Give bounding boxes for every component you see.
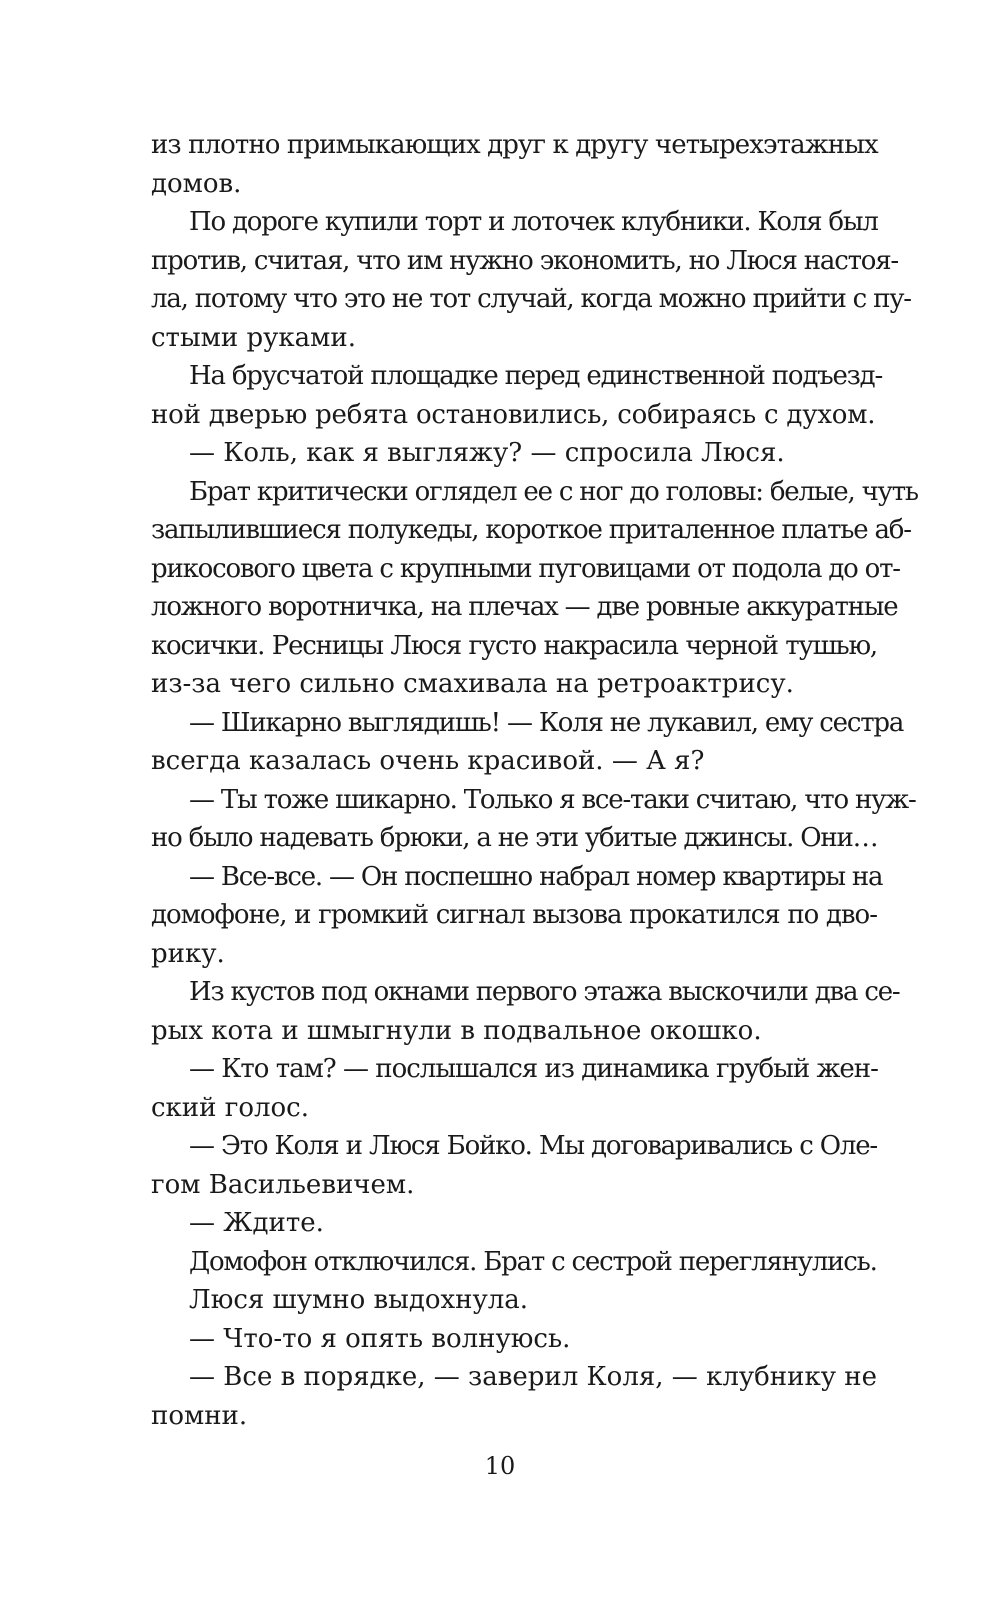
text-line: запылившиеся полукеды, короткое приталенное платье аб- <box>151 515 911 545</box>
text-line: Домофон отключился. Брат с сестрой переглянулись. <box>189 1246 877 1277</box>
text-line: — Ты тоже шикарно. Только я все-таки считаю, что нуж- <box>189 784 916 815</box>
text-line: против, считая, что им нужно экономить, но Люся настоя- <box>151 245 898 276</box>
text-line: Люся шумно выдохнула. <box>189 1285 529 1315</box>
text-line: — Все-все. — Он поспешно набрал номер квартиры на <box>189 861 883 892</box>
text-line: — Это Коля и Люся Бойко. Мы договаривались с Оле- <box>189 1131 877 1161</box>
page-number: 10 <box>484 1452 516 1480</box>
text-line: рых кота и шмыгнули в подвальное окошко. <box>151 1015 762 1046</box>
text-line: ной дверью ребята остановились, собираясь с духом. <box>151 399 876 430</box>
text-line: Брат критически оглядел ее с ног до головы: белые, чуть <box>189 476 918 507</box>
text-line: — Кто там? — послышался из динамика грубый жен- <box>189 1054 878 1084</box>
text-line: рикосового цвета с крупными пуговицами от подола до от- <box>151 553 900 584</box>
text-line: домофоне, и громкий сигнал вызова прокатился по дво- <box>151 900 877 930</box>
text-line: домов. <box>151 168 242 199</box>
text-line: ложного воротничка, на плечах — две ровные аккуратные <box>151 592 898 622</box>
text-line: — Шикарно выглядишь! — Коля не лукавил, ему сестра <box>189 707 904 738</box>
text-line: — Все в порядке, — заверил Коля, — клубнику не <box>189 1362 877 1392</box>
text-line: — Коль, как я выгляжу? — спросила Люся. <box>189 438 785 468</box>
text-line: из плотно примыкающих друг к другу четырехэтажных <box>151 130 878 160</box>
text-line: стыми руками. <box>151 322 356 353</box>
text-line: всегда казалась очень красивой. — А я? <box>151 746 705 776</box>
text-line: Из кустов под окнами первого этажа выскочили два се- <box>189 977 900 1007</box>
body-text <box>151 126 918 1435</box>
text-line: На брусчатой площадке перед единственной подъезд- <box>189 361 883 391</box>
text-line: — Что-то я опять волнуюсь. <box>189 1323 571 1354</box>
text-line: косички. Ресницы Люся густо накрасила черной тушью, <box>151 630 877 661</box>
text-line: рику. <box>151 938 225 969</box>
text-line: По дороге купили торт и лоточек клубники. Коля был <box>189 207 878 237</box>
text-line: но было надевать брюки, а не эти убитые джинсы. Они… <box>151 823 878 853</box>
text-line: гом Васильевичем. <box>151 1169 415 1200</box>
text-line: ла, потому что это не тот случай, когда можно прийти с пу- <box>151 284 911 314</box>
text-line: помни. <box>151 1400 248 1431</box>
text-line: из-за чего сильно смахивала на ретроактрису. <box>151 669 794 699</box>
text-line: — Ждите. <box>189 1208 324 1238</box>
text-line: ский голос. <box>151 1092 310 1123</box>
